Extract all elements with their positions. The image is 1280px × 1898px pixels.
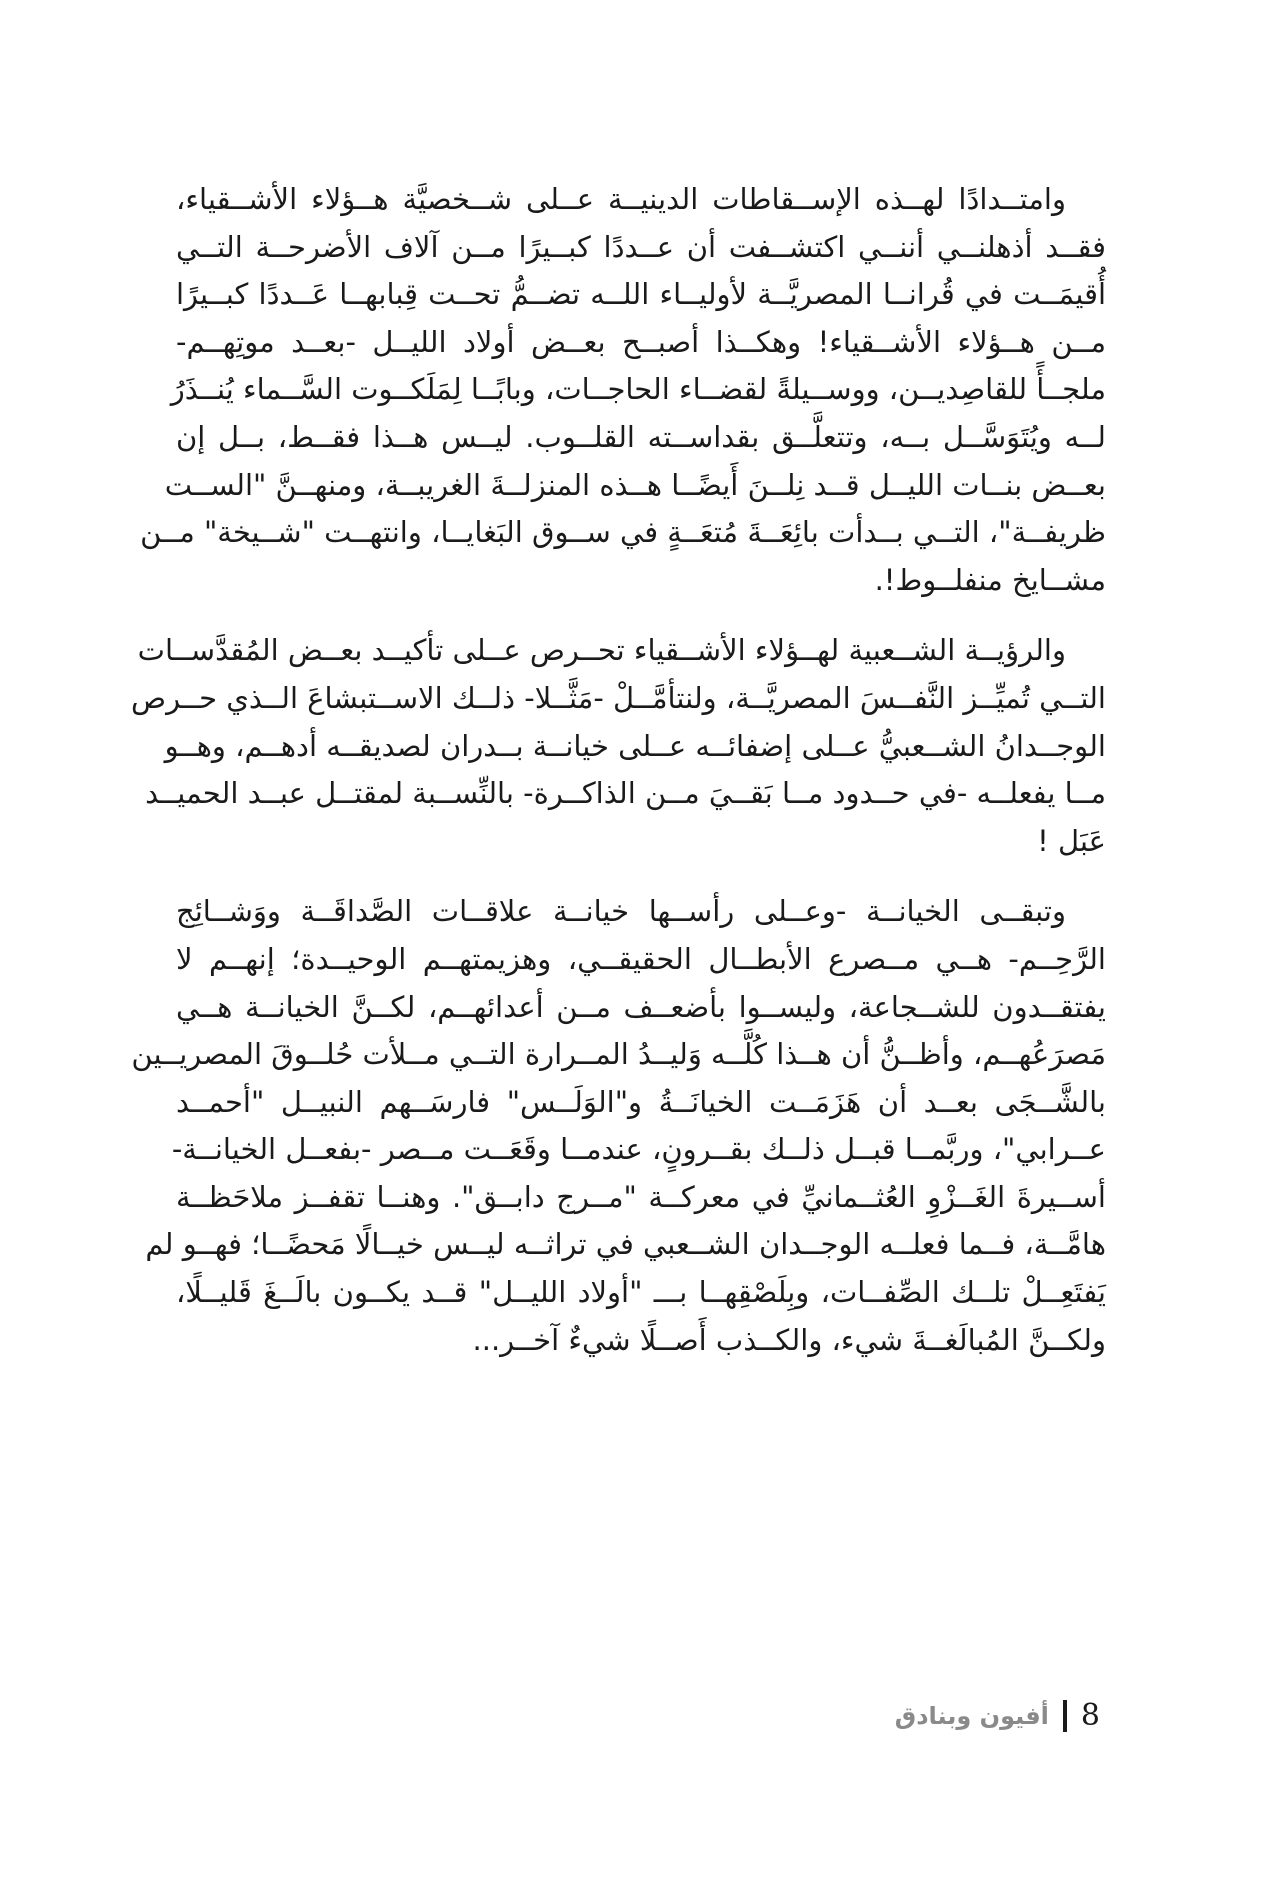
text-line: لــه ويُتَوَسَّــل بــه، وتتعلَّــق بقداســته القلــوب. ليــس هــذا فقــط، بــل إن — [176, 419, 1106, 454]
text-line: ولكــنَّ المُبالَغــةَ شيء، والكــذب أَصــلًا شيءٌ آخــر... — [472, 1322, 1106, 1357]
text-line: مــن هــؤلاء الأشــقياء! وهكــذا أصبــح بعــض أولاد الليــل -بعــد موتِهــم- — [176, 324, 1106, 359]
text-line: وتبقــى الخيانــة -وعــلى رأســها خيانــة علاقــات الصَّداقَــة ووَشــائِج — [176, 894, 1066, 929]
text-line: مَصرَعُهــم، وأظــنُّ أن هــذا كُلَّــه وَليــدُ المــرارة التــي مــلأت حُلــوقَ المصريــين — [131, 1037, 1106, 1072]
page-body — [131, 176, 1106, 1364]
paragraph-3 — [131, 888, 1106, 1364]
paragraph-1 — [140, 176, 1106, 604]
text-line: أُقيمَــت في قُرانــا المصريَّــة لأوليــاء اللــه تضــمُّ تحــت قِبابهــا عَــددًا كبــيرًا — [176, 277, 1106, 312]
text-line: الوجــدانُ الشــعبيُّ عــلى إضفائــه عــلى خيانــة بــدران لصديقــه أدهــم، وهــو — [164, 728, 1106, 763]
text-line: يَفتَعِــلْ تلــك الصِّفــات، وبِلَصْقِهــا بـــ "أولاد الليــل" قــد يكــون بالَــغَ قَليــلًا، — [176, 1275, 1106, 1310]
text-line: الرَّحِــم- هــي مــصرع الأبطــال الحقيقــي، وهزيمتهــم الوحيــدة؛ إنهــم لا — [176, 941, 1106, 976]
text-line: ظريفــة"، التــي بــدأت بائِعَــةَ مُتعَــةٍ في ســوق البَغايــا، وانتهــت "شــيخة" مــن — [140, 515, 1106, 550]
text-line: هامَّــة، فــما فعلــه الوجــدان الشــعبي في تراثــه ليــس خيــالًا مَحضًــا؛ فهــو لم — [145, 1227, 1106, 1262]
page-footer — [895, 1698, 1100, 1733]
text-line: مــا يفعلــه -في حــدود مــا بَقــيَ مــن الذاكــرة- بالنِّســبة لمقتــل عبــد الحميــد — [145, 776, 1106, 811]
footer-divider — [1063, 1700, 1067, 1732]
text-line: وامتــدادًا لهــذه الإســقاطات الدينيــة عــلى شــخصيَّة هــؤلاء الأشــقياء، — [176, 182, 1066, 216]
book-title: أفيون وبنادق — [894, 1701, 1049, 1730]
text-line: يفتقــدون للشــجاعة، وليســوا بأضعــف مــن أعدائهــم، لكــنَّ الخيانــة هــي — [176, 989, 1106, 1024]
text-line: والرؤيــة الشــعبية لهــؤلاء الأشــقياء تحــرص عــلى تأكيــد بعــض المُقدَّســات — [137, 633, 1066, 668]
text-line: عَبَل ! — [1037, 823, 1106, 858]
text-line: عــرابي"، وربَّمــا قبــل ذلــك بقــرونٍ، عندمــا وقَعَــت مــصر -بفعــل الخيانــة- — [171, 1132, 1106, 1167]
text-line: مشــايخ منفلــوط!. — [874, 562, 1106, 597]
text-line: بالشَّــجَى بعــد أن هَزَمَــت الخيانَــةُ و"الوَلَــس" فارسَــهم النبيــل "أحمــد — [176, 1084, 1106, 1119]
text-line: أســيرةَ الغَــزْوِ العُثــمانيِّ في معركــة "مــرج دابــق". وهنــا تقفــز ملاحَظــة — [176, 1179, 1106, 1214]
text-line: بعــض بنــات الليــل قــد نِلــنَ أَيضًــا هــذه المنزلــةَ الغريبــة، ومنهــنَّ "الســت — [164, 467, 1106, 502]
text-line: فقــد أذهلنــي أننــي اكتشــفت أن عــددًا كبــيرًا مــن آلاف الأضرحــة التــي — [176, 229, 1106, 264]
page-number: 8 — [1080, 1698, 1100, 1733]
paragraph-2 — [131, 627, 1106, 865]
text-line: التــي تُميِّــز النَّفــسَ المصريَّــة، ولنتأمَّــلْ -مَثَّــلا- ذلــك الاســتبشاعَ الــذي حــرص — [131, 680, 1106, 715]
text-line: ملجــأً للقاصِديــن، ووســيلةً لقضــاء الحاجــات، وبابًــا لِمَلَكــوت السَّــماء يُنــذَرُ — [170, 372, 1106, 407]
